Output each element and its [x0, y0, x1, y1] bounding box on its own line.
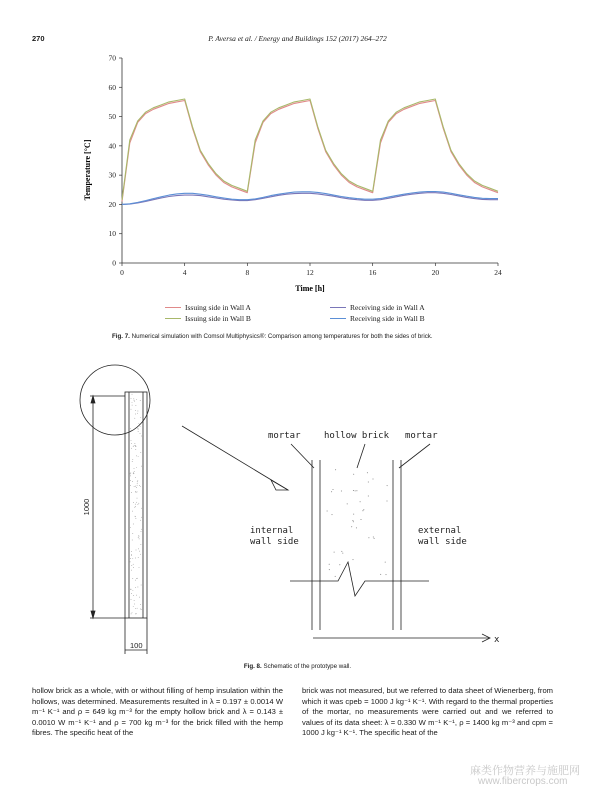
fill-dot: [138, 587, 139, 588]
fill-dot: [335, 576, 336, 577]
detail-arrowhead: [271, 480, 288, 490]
figure-8-caption-text: Schematic of the prototype wall.: [263, 663, 352, 670]
fill-dot: [133, 446, 134, 447]
fill-dot: [137, 481, 138, 482]
y-tick-label: 70: [108, 53, 116, 63]
fill-dot: [341, 551, 342, 552]
fill-dot: [329, 564, 330, 565]
fill-dot: [135, 558, 136, 559]
fill-dot: [138, 411, 139, 412]
fill-dot: [131, 551, 132, 552]
fill-dot: [131, 440, 132, 441]
fill-dot: [136, 399, 137, 400]
fill-dot: [132, 405, 133, 406]
fill-dot: [137, 483, 138, 484]
fill-dot: [137, 485, 138, 486]
legend-label: Issuing side in Wall B: [185, 314, 251, 323]
fill-dot: [138, 537, 139, 538]
fill-dot: [130, 474, 131, 475]
fill-dot: [134, 604, 135, 605]
body-left-column: [32, 686, 283, 739]
fill-dot: [141, 517, 142, 518]
legend-label: Issuing side in Wall A: [185, 303, 251, 312]
fill-dot: [138, 431, 139, 432]
fill-dot: [131, 492, 132, 493]
figure-7-caption-label: Fig. 7.: [112, 333, 130, 340]
legend-swatch: [330, 307, 346, 308]
fill-dot: [134, 445, 135, 446]
y-tick-label: 10: [108, 229, 116, 239]
fill-dot: [140, 609, 141, 610]
fill-dot: [137, 413, 138, 414]
fill-dot: [136, 456, 137, 457]
fill-dot: [133, 567, 134, 568]
fill-dot: [141, 544, 142, 545]
y-tick-label: 50: [108, 112, 116, 122]
y-tick-label: 0: [112, 258, 116, 268]
x-tick-label: 24: [494, 268, 502, 277]
fill-dot: [131, 589, 132, 590]
fill-dot: [342, 553, 343, 554]
fill-dot: [137, 578, 138, 579]
fill-dot: [132, 461, 133, 462]
fill-dot: [131, 614, 132, 615]
fill-dot: [133, 564, 134, 565]
fill-dot: [139, 551, 140, 552]
fill-dot: [132, 558, 133, 559]
fill-dot: [131, 554, 132, 555]
fill-dot: [136, 487, 137, 488]
fill-dot: [140, 604, 141, 605]
fill-dot: [132, 459, 133, 460]
fill-dot: [135, 504, 136, 505]
fill-dot: [131, 593, 132, 594]
fill-dot: [136, 578, 137, 579]
x-tick-label: 20: [431, 268, 440, 277]
fill-dot: [368, 537, 369, 538]
fill-dot: [132, 402, 133, 403]
fill-dot: [132, 481, 133, 482]
fill-dot: [136, 550, 137, 551]
fill-dot: [131, 398, 132, 399]
fill-dot: [327, 511, 328, 512]
fill-dot: [139, 423, 140, 424]
fill-dot: [139, 424, 140, 425]
y-tick-label: 20: [108, 199, 116, 209]
body-left-text: hollow brick as a whole, with or without filling of hemp insulation within the hollows, was determined. Measurements resulted in λ = 0.197 ± 0.0014 W m⁻¹ K⁻¹ and ρ = 649 kg m⁻³ for the empty hollow brick and λ = 0.143 ± 0.0010 W m⁻¹ K⁻¹ and ρ = 700 kg m⁻³ for the brick filled with the hemp fibres. The specific heat of the: [32, 686, 283, 738]
fill-dot: [133, 606, 134, 607]
fill-dot: [131, 565, 132, 566]
legend-item: [165, 303, 251, 312]
watermark-title: 麻类作物营养与施肥网: [470, 765, 580, 777]
figure-7-caption-text: Numerical simulation with Comsol Multiphysics®: Comparison among temperatures for both the sides of brick.: [131, 333, 433, 340]
fill-dot: [134, 600, 135, 601]
fill-dot: [130, 473, 131, 474]
fill-dot: [137, 608, 138, 609]
fill-dot: [138, 536, 139, 537]
fill-dot: [332, 514, 333, 515]
fill-dot: [136, 518, 137, 519]
y-axis-label: Temperature [°C]: [83, 139, 92, 201]
fill-dot: [131, 555, 132, 556]
fill-dot: [134, 473, 135, 474]
fill-dot: [335, 469, 336, 470]
fill-dot: [135, 414, 136, 415]
fill-dot: [130, 562, 131, 563]
fill-dot: [135, 446, 136, 447]
fill-dot: [130, 480, 131, 481]
body-right-column: [302, 686, 553, 739]
fill-dot: [141, 609, 142, 610]
fill-dot: [135, 608, 136, 609]
x-tick-label: 16: [368, 268, 377, 277]
legend-item: [330, 303, 425, 312]
fill-dot: [130, 558, 131, 559]
fill-dot: [134, 418, 135, 419]
fill-dot: [351, 526, 352, 527]
fill-dot: [130, 527, 131, 528]
y-tick-label: 40: [108, 141, 116, 151]
fill-dot: [140, 426, 141, 427]
fill-dot: [140, 520, 141, 521]
fill-dot: [353, 559, 354, 560]
fill-dot: [136, 613, 137, 614]
fill-dot: [356, 490, 357, 491]
fill-dot: [329, 569, 330, 570]
fill-dot: [387, 485, 388, 486]
fill-dot: [133, 472, 134, 473]
fill-dot: [139, 597, 140, 598]
running-title: P. Aversa et al. / Energy and Buildings 152 (2017) 264–272: [208, 34, 387, 43]
fill-dot: [140, 417, 141, 418]
fill-dot: [339, 564, 340, 565]
fill-dot: [130, 476, 131, 477]
fill-dot: [139, 485, 140, 486]
fill-dot: [134, 507, 135, 508]
y-tick-label: 60: [108, 82, 116, 92]
fill-dot: [132, 511, 133, 512]
y-tick-label: 30: [108, 170, 116, 180]
x-axis-label: Time [h]: [295, 284, 325, 293]
fill-dot: [134, 471, 135, 472]
fill-dot: [131, 409, 132, 410]
fill-dot: [141, 529, 142, 530]
wall-section: [125, 392, 147, 618]
fill-dot: [387, 501, 388, 502]
fill-dot: [363, 509, 364, 510]
fill-dot: [355, 490, 356, 491]
fill-dot: [141, 466, 142, 467]
fill-dot: [134, 400, 135, 401]
fill-dot: [374, 538, 375, 539]
fill-dot: [135, 443, 136, 444]
fill-dot: [136, 502, 137, 503]
legend-swatch: [330, 318, 346, 319]
fill-dot: [131, 599, 132, 600]
fill-dot: [139, 567, 140, 568]
x-tick-label: 0: [120, 268, 124, 277]
label-external-side: wall side: [418, 537, 467, 547]
legend-item: [330, 314, 425, 323]
fill-dot: [131, 570, 132, 571]
plot-area: [109, 54, 503, 278]
fill-dot: [141, 531, 142, 532]
series-line-3: [122, 193, 498, 205]
figure-8-caption: [0, 663, 595, 670]
fill-dot: [136, 595, 137, 596]
fill-dot: [130, 485, 131, 486]
fill-dot: [134, 401, 135, 402]
fill-dot: [135, 516, 136, 517]
figure-7-chart: [0, 0, 595, 300]
legend-label: Receiving side in Wall A: [350, 303, 425, 312]
fill-dot: [135, 410, 136, 411]
fill-dot: [386, 574, 387, 575]
fill-dot: [135, 587, 136, 588]
fill-dot: [353, 514, 354, 515]
label-internal: internal: [250, 526, 294, 536]
fill-dot: [368, 496, 369, 497]
label-mortar-right: mortar: [405, 431, 438, 441]
figure-7-caption: [112, 333, 433, 340]
fill-dot: [136, 492, 137, 493]
fill-dot: [138, 549, 139, 550]
fill-dot: [141, 436, 142, 437]
figure-8-schematic: [0, 360, 595, 660]
fill-dot: [132, 540, 133, 541]
fill-dot: [130, 428, 131, 429]
fill-dot: [135, 516, 136, 517]
fill-dot: [341, 491, 342, 492]
fill-dot: [134, 468, 135, 469]
fill-dot: [141, 585, 142, 586]
fill-dot: [138, 503, 139, 504]
fill-dot: [137, 481, 138, 482]
label-x-axis: x: [494, 635, 500, 645]
fill-dot: [373, 537, 374, 538]
fill-dot: [361, 519, 362, 520]
fill-dot: [141, 508, 142, 509]
fill-dot: [333, 489, 334, 490]
fill-dot: [353, 474, 354, 475]
fill-dot: [133, 590, 134, 591]
fill-dot: [140, 554, 141, 555]
fill-dot: [373, 479, 374, 480]
legend-item: [165, 314, 251, 323]
fill-dot: [133, 502, 134, 503]
fill-dot: [362, 510, 363, 511]
fill-dot: [137, 498, 138, 499]
fill-dot: [140, 433, 141, 434]
dimension-width: 100: [130, 641, 143, 650]
page-number: 270: [32, 34, 45, 43]
fill-dot: [132, 612, 133, 613]
fill-dot: [131, 430, 132, 431]
fill-dot: [133, 398, 134, 399]
fill-dot: [140, 400, 141, 401]
fill-dot: [135, 449, 136, 450]
watermark-url: www.fibercrops.com: [478, 776, 568, 787]
legend-swatch: [165, 307, 181, 308]
legend-label: Receiving side in Wall B: [350, 314, 425, 323]
fill-dot: [135, 491, 136, 492]
fill-dot: [131, 443, 132, 444]
fill-dot: [134, 486, 135, 487]
fill-dot: [360, 501, 361, 502]
fill-dot: [356, 527, 357, 528]
fill-dot: [132, 394, 133, 395]
fill-dot: [138, 456, 139, 457]
break-line: [290, 562, 429, 596]
fill-dot: [367, 472, 368, 473]
label-external: external: [418, 526, 462, 536]
label-hollow-brick: hollow brick: [324, 431, 390, 441]
legend-swatch: [165, 318, 181, 319]
body-right-text: brick was not measured, but we referred to data sheet of Wienerberg, from which it was cpeb = 1000 J kg⁻¹ K⁻¹. With regard to the thermal properties of the mortar, no measurements were carried out and we referred to values of its data sheet: λ = 0.330 W m⁻¹ K⁻¹, ρ = 1400 kg m⁻³ and cpm = 1000 J kg⁻¹ K⁻¹. The specific heat of the: [302, 686, 553, 738]
fill-dot: [138, 504, 139, 505]
fill-dot: [132, 578, 133, 579]
fill-dot: [140, 452, 141, 453]
fill-dot: [136, 467, 137, 468]
fill-dot: [334, 552, 335, 553]
fill-dot: [135, 506, 136, 507]
x-tick-label: 8: [245, 268, 250, 277]
fill-dot: [139, 539, 140, 540]
fill-dot: [131, 448, 132, 449]
fill-dot: [140, 486, 141, 487]
fill-dot: [347, 503, 348, 504]
fill-dot: [137, 492, 138, 493]
fill-dot: [380, 574, 381, 575]
fill-dot: [385, 562, 386, 563]
fill-dot: [133, 595, 134, 596]
label-internal-side: wall side: [250, 537, 299, 547]
figure-8-caption-label: Fig. 8.: [243, 663, 262, 670]
series-line-1: [122, 101, 498, 202]
fill-dot: [135, 580, 136, 581]
fill-dot: [138, 428, 139, 429]
fill-dot: [134, 429, 135, 430]
fill-dot: [331, 491, 332, 492]
x-tick-label: 12: [306, 268, 314, 277]
fill-dot: [368, 482, 369, 483]
fill-dot: [136, 405, 137, 406]
x-tick-label: 4: [182, 268, 187, 277]
fill-dot: [138, 429, 139, 430]
fill-dot: [138, 557, 139, 558]
fill-dot: [135, 445, 136, 446]
fill-dot: [135, 486, 136, 487]
fill-dot: [132, 533, 133, 534]
fill-dot: [133, 473, 134, 474]
fill-dot: [353, 521, 354, 522]
series-line-2: [122, 99, 498, 200]
fill-dot: [352, 520, 353, 521]
dimension-height: 1000: [82, 498, 91, 516]
fill-dot: [135, 614, 136, 615]
fill-dot: [353, 490, 354, 491]
fill-dot: [133, 524, 134, 525]
label-mortar-left: mortar: [268, 431, 301, 441]
fill-dot: [135, 477, 136, 478]
